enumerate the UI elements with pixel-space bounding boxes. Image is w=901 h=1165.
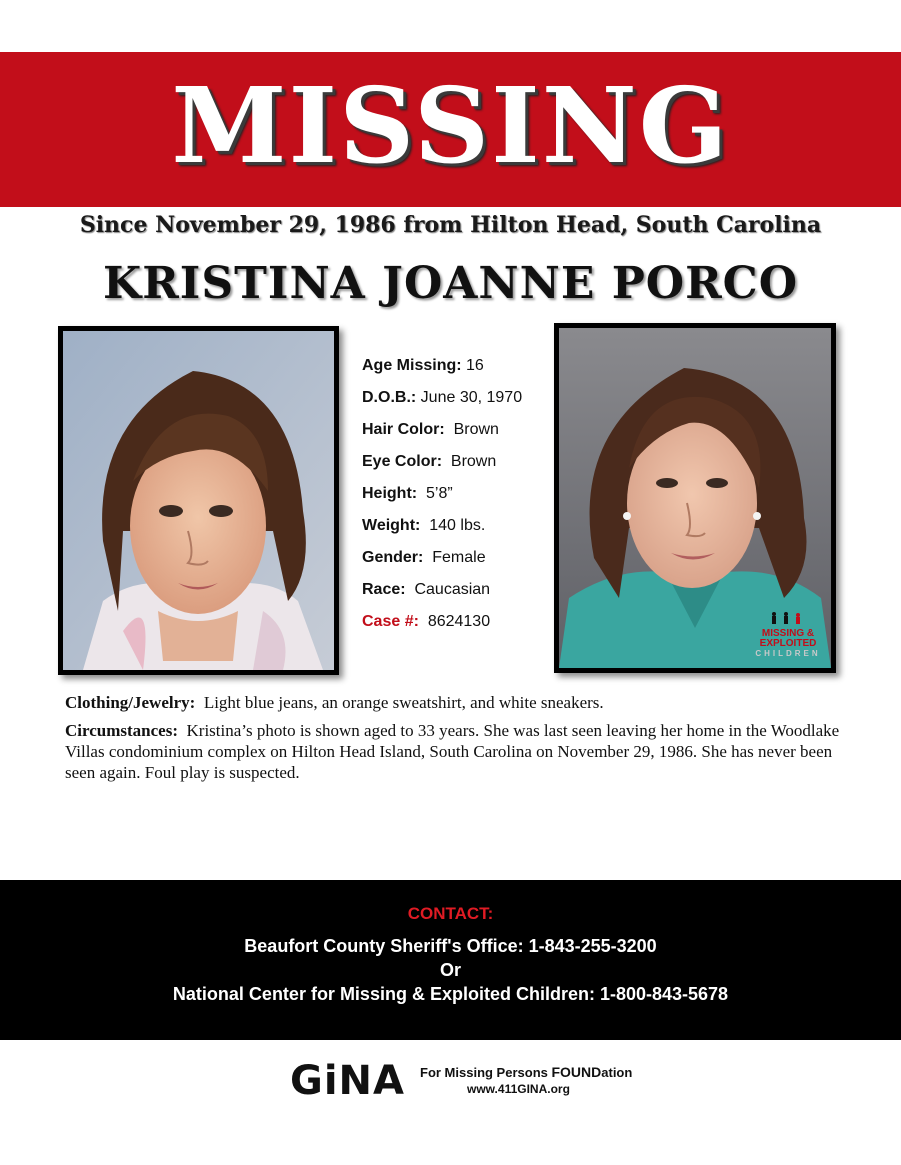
- hair-color-label: Hair Color:: [362, 421, 445, 438]
- watermark-line3: CHILDREN: [755, 649, 821, 658]
- clothing-paragraph: [65, 692, 845, 713]
- age-missing-value: 16: [466, 357, 484, 374]
- banner-title: MISSING: [171, 64, 730, 187]
- contact-section: [0, 880, 901, 1040]
- contact-heading: CONTACT:: [407, 904, 494, 923]
- contact-or: Or: [439, 960, 461, 980]
- race-value: Caucasian: [414, 581, 491, 598]
- ncmec-watermark: [748, 612, 828, 659]
- case-number-label: Case #:: [362, 613, 419, 630]
- gender-row: [362, 548, 562, 580]
- eye-color-value: Brown: [450, 453, 497, 470]
- hair-color-row: [362, 420, 562, 452]
- tagline-suffix: ation: [601, 1065, 633, 1080]
- gina-url: www.411GINA.org: [467, 1082, 570, 1096]
- tagline-found: FOUND: [551, 1064, 602, 1080]
- height-label: Height:: [362, 485, 418, 502]
- ncmec-contact: National Center for Missing & Exploited Children: 1-800-843-5678: [172, 984, 729, 1004]
- physical-details: [362, 356, 562, 644]
- gina-logo: GiNA: [290, 1058, 405, 1104]
- age-missing-label: Age Missing:: [362, 357, 462, 374]
- height-value: 5’8”: [426, 485, 453, 502]
- height-row: [362, 484, 562, 516]
- weight-label: Weight:: [362, 517, 421, 534]
- eye-color-row: [362, 452, 562, 484]
- dob-label: D.O.B.:: [362, 389, 417, 406]
- watermark-line1: MISSING &: [761, 628, 815, 639]
- tagline-prefix: For Missing Persons: [420, 1065, 552, 1080]
- dob-value: June 30, 1970: [420, 389, 523, 406]
- clothing-text: Light blue jeans, an orange sweatshirt, and white sneakers.: [203, 693, 604, 712]
- missing-banner: [0, 52, 901, 207]
- portrait-young-image: [63, 331, 334, 670]
- circumstances-label: Circumstances:: [65, 721, 178, 740]
- eye-color-label: Eye Color:: [362, 453, 443, 470]
- case-number-value: 8624130: [427, 613, 491, 630]
- sheriff-contact: Beaufort County Sheriff's Office: 1-843-255-3200: [244, 936, 657, 956]
- photo-at-disappearance: [58, 326, 339, 675]
- gender-value: Female: [432, 549, 486, 566]
- hair-color-value: Brown: [453, 421, 499, 438]
- dob-row: [362, 388, 562, 420]
- missing-since-line: Since November 29, 1986 from Hilton Head, South Carolina: [79, 212, 822, 238]
- person-name: KRISTINA JOANNE PORCO: [102, 258, 799, 309]
- age-missing-row: [362, 356, 562, 388]
- gina-tagline: [420, 1064, 632, 1080]
- gender-label: Gender:: [362, 549, 424, 566]
- watermark-children-icon: [748, 612, 828, 629]
- clothing-label: Clothing/Jewelry:: [65, 693, 196, 712]
- race-label: Race:: [362, 581, 406, 598]
- case-number-row: [362, 612, 562, 644]
- circumstances-paragraph: [65, 720, 845, 783]
- weight-value: 140 lbs.: [429, 517, 486, 534]
- watermark-line2: EXPLOITED: [759, 638, 817, 649]
- race-row: [362, 580, 562, 612]
- circumstances-text: Kristina’s photo is shown aged to 33 years. She was last seen leaving her home in the Woodlake Villas condominium complex on Hilton Head Island, South Carolina on November 29, 1986. She has never been seen again. Foul play is suspected.: [65, 721, 840, 782]
- weight-row: [362, 516, 562, 548]
